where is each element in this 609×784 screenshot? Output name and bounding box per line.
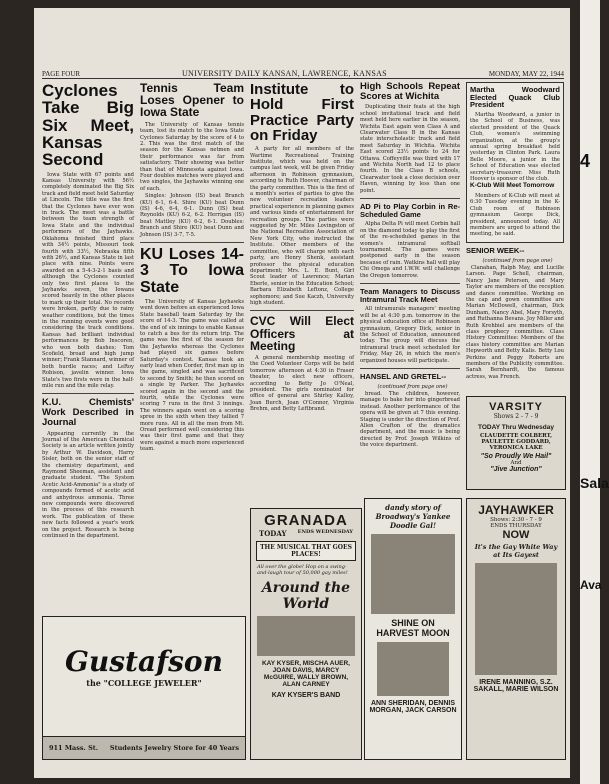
headline-high-schools: High Schools Repeat Scores at Wichita bbox=[360, 81, 460, 102]
column-5 bbox=[466, 82, 564, 392]
divider bbox=[360, 368, 460, 369]
issue-date: MONDAY, MAY 22, 1944 bbox=[488, 70, 564, 78]
divider bbox=[360, 198, 460, 199]
varsity-extra: "Jive Junction" bbox=[490, 466, 542, 473]
divider bbox=[140, 242, 244, 243]
granada-blurb: All over the globe! Hop on a swing-and-laugh tour of 50,000 gay miles! bbox=[257, 564, 348, 576]
headline-kclub: K-Club Will Meet Tomorrow bbox=[470, 182, 555, 190]
granada-musical: THE MUSICAL THAT GOES PLACES! bbox=[256, 541, 356, 561]
article-cyclones: Iowa State with 67 points and Kansas University with 56½ completely dominated the Big Six track and field meet held Saturday at Lincoln. The title was the first that the Cyclones have ever won in track. The meet was a battle between the team strength of Iowa State and the individual performers of the Jayhawks. Oklahoma finished third place with 34½ points, Missouri took fourth with 33½, Nebraska fifth with 26½, and Kansas State in last place with nine. Points were awarded on a 5-4-3-2-1 basis and although the Cyclones counted only two first places to the Jayhawks seven, the Iowans scored heavily in the other places to mark up their total. No records were broken, partly due to rainy weather conditions, but the times in the running events were good considering the track conditions. Kansas had brilliant individual performances by Bob Inscoren, who won both dashes; Tom Scofield, broad and high jump winner; Frank Stannard, winner of both hurdle races; and LeRoy Robison, javelin winner. Iowa State's two firsts were in the half-mile run and the mile relay. bbox=[42, 171, 134, 390]
gustafson-logo: Gustafson bbox=[65, 645, 223, 678]
headline-tennis: Tennis Team Loses Opener to Iowa State bbox=[140, 81, 244, 120]
continued-note: (continued from page one) bbox=[482, 257, 553, 264]
adjacent-page-edge bbox=[580, 0, 609, 784]
article-adpi: Alpha Delta Pi will meet Corbin hall on the diamond today to play the first of the re-scheduled games in the women's intramural softball tournament. The games were postponed early in the season because of rain. Watkins hall will play Chi Omega and I.W.W. will challenge the Oregon tomorrow. bbox=[360, 221, 460, 279]
granada-name: GRANADA bbox=[264, 512, 348, 529]
column-4 bbox=[360, 82, 460, 507]
jay-photo bbox=[475, 563, 557, 675]
quack-club-box bbox=[466, 82, 564, 243]
jayhawker-ad bbox=[466, 498, 566, 760]
shine-photo-2 bbox=[377, 642, 449, 696]
varsity-today: TODAY Thru Wednesday bbox=[478, 424, 554, 431]
varsity-ad bbox=[466, 396, 566, 490]
headline-baseball: KU Loses 14-3 To Iowa State bbox=[140, 246, 244, 296]
gustafson-slogan: Students Jewelry Store for 40 Years bbox=[109, 744, 239, 752]
headline-hansel: HANSEL AND GRETEL-- bbox=[360, 371, 447, 381]
page-number: PAGE FOUR bbox=[42, 70, 81, 78]
varsity-shows: Shows 2 - 7 - 9 bbox=[493, 413, 539, 420]
divider bbox=[360, 283, 460, 284]
divider bbox=[250, 310, 354, 311]
headline-institute: Institute to Hold First Practice Party on Friday bbox=[250, 81, 354, 144]
headline-chemists: K.U. Chemists' Work Described in Journal bbox=[42, 397, 134, 428]
granada-dates bbox=[251, 529, 361, 538]
gustafson-tag: the "COLLEGE JEWELER" bbox=[86, 678, 202, 688]
headline-quack: Martha Woodward Elected Quack Club President bbox=[470, 85, 560, 110]
gustafson-address: 911 Mass. St. bbox=[49, 744, 99, 752]
page-header bbox=[42, 66, 564, 79]
varsity-also: And bbox=[510, 460, 522, 466]
article-baseball: The University of Kansas Jayhawks went down before an experienced Iowa State baseball team Saturday by the score of 14-3. The game was called at the end of six innings to enable Kansas to catch a bus for its return trip. The game was the first of the season for the Jayhawks whereas the Cyclones had played six games before Saturday's contest. Kansas took an early lead when Corder, first man up in the game, singled and was sacrificed to second by Smith; he then scored on a single by Parker. The Jayhawks scored again in the second and the fourth, while the Cyclones were scoring 7 runs in the first 3 innings. The winners again went on a scoring spree in the sixth when they tallied 7 more runs. All in all the men from Mt. Oread performed well considering this was their first game and that they were against a much more experienced team. bbox=[140, 298, 244, 453]
varsity-name: VARSITY bbox=[489, 401, 543, 413]
article-managers: All intramurals managers' meeting will be at 4:30 p.m. tomorrow in the physical education office at Robinson gymnasium, Gregory Dick, senior in the School of Education, announced today. The group will discuss the intramural track meet scheduled for Friday, May 26, in which the men's organized houses will participate. bbox=[360, 306, 460, 364]
headline-senior: SENIOR WEEK-- bbox=[466, 245, 525, 255]
edge-fragment-3: Ava bbox=[580, 578, 602, 592]
article-senior: Clanahan, Ralph May, and Lucille Larson. Page Schell, chairman, Nancy Jane Petersen, and Mary Taylor are members of the reception and dance committee. Working on the cap and gown committee are Marian McDowell, chairman, Dick Dunham, Nancy Abel, Mary Forsyth, and Ruthanna Bevans. Joy Miller and Ruth Krehbiel are members of the class prophecy committee. Class History Committee: Members of the class history committee are Marian Hepworth and Betty Kalis. Betty Lou Perkins and Peggy Roberts are members of the Publicity committee. Sarah Bernhardt, the famous actress, was French. bbox=[466, 264, 564, 380]
article-institute: A party for all members of the Wartime Recreational Training Institute, which was held on the campus last week, will be given Friday afternoon in Robinson gymnasium, according to Ruth Hoover, chairman of the party committee. This is the first of a month's series of parties to give the new volunteer recreation leaders practical experience in planning games and various kinds of entertainment for recreation groups. The parties were suggested by Mr. Miles Lovingston of the National Recreation Association of New York City, who instructed the Institute. Other members of the committee, who will charge with each party, are Henry Shenk, assistant professor the physical education department; Mrs. L. E. Bunt, Girl Scout leader of Lawrence; Marian Eberle, senior in the Education School; Barbara Elizabeth Leftonz, College sophomore; and Sue Kaczh, University high student. bbox=[250, 146, 354, 306]
headline-cyclones: Cyclones Take Big Six Meet, Kansas Second bbox=[42, 81, 134, 170]
headline-cvc: CVC Will Elect Officers at Meeting bbox=[250, 314, 354, 353]
column-1 bbox=[42, 82, 134, 612]
gustafson-ad bbox=[42, 616, 246, 760]
newspaper-page bbox=[34, 8, 570, 778]
gustafson-footer bbox=[43, 736, 245, 759]
jay-stars: IRENE MANNING, S.Z. SAKALL, MARIE WILSON bbox=[473, 679, 559, 693]
divider bbox=[42, 393, 134, 394]
shine-photo bbox=[371, 534, 455, 614]
granada-band: KAY KYSER'S BAND bbox=[271, 692, 341, 699]
article-quack: Martha Woodward, a junior in the School of Business, was elected president of the Quack Club, women's swimming organization, at the group's annual spring breakfast held yesterday in Clinton Park. Laura Belle Moore, a junior in the School of Education was elected secretary-treasurer. Miss Ruth Hoover is sponsor of the club. bbox=[470, 111, 560, 182]
headline-adpi: AD Pi to Play Corbin in Re-Scheduled Game bbox=[360, 202, 460, 219]
column-3 bbox=[250, 82, 354, 507]
jay-now: NOW bbox=[502, 529, 530, 541]
granada-title: Around the World bbox=[261, 580, 351, 612]
jay-name: JAYHAWKER bbox=[478, 503, 554, 517]
granada-photo bbox=[257, 616, 355, 656]
jay-shows: Shows: 2:30 - 7 - 9 bbox=[490, 517, 542, 523]
article-hansel: bread. The children, however, manage to bake her into gingerbread instead. Another performance of the opera will be given at 7 this evening. Staging is under the direction of Prof. Allen Crafton of the dramatics department, and the music is being directed by Prof. Joseph Wilkins of the voice department. bbox=[360, 390, 460, 449]
column-2 bbox=[140, 82, 244, 642]
article-kclub: Members of K-Club will meet at 6:30 Tuesday evening in the K-Club room of Robinson gymnasium George Dick, president, announced today. All members are urged to attend the meeting, he said. bbox=[470, 193, 560, 238]
edge-fragment-2: Sala bbox=[580, 475, 609, 491]
shine-tag: dandy story of Broadway's Yankee Doodle Gal! bbox=[375, 503, 451, 530]
article-cvc: A general membership meeting of the Coed Volunteer Corps will be held tomorrow afternoon at 4:30 in Fraser theater, to elect new officers, according to Betty Jo O'Neal, president. The girls nominated for office of general are Shirley Kalloy, Joan Burch, Joan O'Connor, Virginia Brehm, and Betty Leftbrand. bbox=[250, 355, 354, 413]
varsity-title: "So Proudly We Hail" bbox=[480, 453, 552, 460]
granada-stars: KAY KYSER, MISCHA AUER, JOAN DAVIS, MARCY McGUIRE, WALLY BROWN, ALAN CARNEY bbox=[261, 660, 350, 688]
granada-today: TODAY bbox=[259, 529, 287, 538]
article-chemists: Appearing currently in the Journal of the American Chemical Society is an article written jointly by Arthur W. Davidson, Harry Sisler, both on the senior staff of the chemistry department, and Raymond Sheeman, assistant and graduate student. "The System Acetic Acid-Ammonia" is a study of compounds formed of acetic acid and anhydrous ammonia. Three new compounds were discovered in the process of this research work. The publication of these new facts followed a year's work on the project. Research is being continued in the department. bbox=[42, 430, 134, 540]
varsity-actors: CLAUDETTE COLBERT, PAULETTE GODDARD, VERONICA LAKE bbox=[479, 433, 553, 451]
shine-title: SHINE ON HARVEST MOON bbox=[376, 618, 450, 638]
granada-ends: ENDS WEDNESDAY bbox=[297, 529, 353, 535]
continued-note: (continued from page one) bbox=[377, 383, 448, 390]
shine-ad bbox=[364, 498, 462, 760]
granada-ad bbox=[250, 508, 362, 760]
jay-tag: It's the Gay White Way at Its Gayest bbox=[474, 543, 558, 559]
article-tennis: The University of Kansas tennis team, lost its match to the Iowa State Cyclones Saturday by the score of 4 to 2. This was the first match of the season for the Kansas netmen and their performance was far from satisfactory. Their showing was better than that of Minnesota against Iowa. Four doubles matches were played and two singles, the Jayhawks winning one of each. bbox=[140, 121, 244, 192]
tennis-results: Singles: Johnson (IS) beat Branch (KU) 6-1, 6-4. Shire (KU) beat Dunn (IS) 4-6, 6-4, 6-1. Dunn (IS) beat Reynolds (KU) 6-2, 6-2. Herrigan (IS) beat Mattley (KU) 6-2, 6-1. Doubles: Branch and Shire (KU) beat Dunn and Johnson (IS) 3-7, 7-5. bbox=[140, 193, 244, 238]
masthead: UNIVERSITY DAILY KANSAN, LAWRENCE, KANSAS bbox=[181, 69, 387, 78]
edge-fragment-1: 4 bbox=[580, 151, 591, 171]
jay-ends: ENDS THURSDAY bbox=[490, 523, 542, 529]
headline-managers: Team Managers to Discuss Intramural Track Meet bbox=[360, 287, 460, 304]
shine-stars: ANN SHERIDAN, DENNIS MORGAN, JACK CARSON bbox=[369, 700, 457, 714]
article-high-schools: Duplicating their feats at the high school invitational track and field meet held here earlier in the season, Wichita East again won Class A and Clearwater Class B in the Kansas state interscholastic track and field meet Saturday in Wichita. Wichita East scored 23½ points to 24 for Ottawa. Coffeyville was third with 17 and Wichita North had 12 to place fourth. In the Class B schools, Clearwater took a close decision over Haven, winning by less than one point. bbox=[360, 104, 460, 194]
